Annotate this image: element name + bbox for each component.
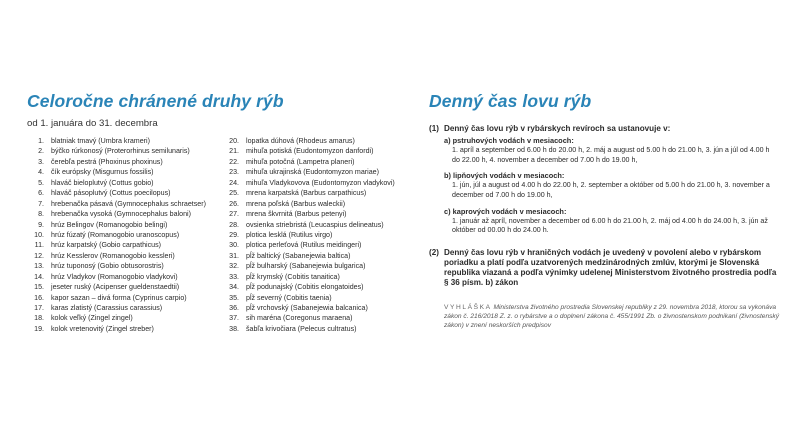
decree-text: Ministerstva životného prostredia Slovenskej republiky z 29. novembra 2018, ktorou sa vykonáva zákon č. 216/2018 Z. z. o rybárstve a o doplnení zákona č. 455/1991 Zb. o živnostenskom podnikaní (živnostenský zákon) v znení neskorších predpisov	[444, 303, 780, 330]
species-row	[27, 293, 212, 303]
rule-2-title	[429, 248, 779, 289]
rule-1-title	[429, 124, 779, 134]
species-name: hrúz tuponosý (Gobio obtusorostris)	[51, 262, 164, 271]
protected-species-section	[27, 90, 395, 366]
species-name: plotica perleťová (Rutilus meidingeri)	[246, 241, 362, 250]
species-row	[27, 303, 212, 313]
species-row	[222, 324, 392, 334]
species-name: hrúz karpatský (Gobio carpathicus)	[51, 241, 161, 250]
species-row	[222, 251, 392, 261]
species-name: hrúz fúzatý (Romanogobio uranoscopus)	[51, 230, 180, 239]
species-row	[222, 293, 392, 303]
species-row	[27, 251, 212, 261]
species-row	[27, 209, 212, 219]
species-name: pĺž bulharský (Sabanejewia bulgarica)	[246, 262, 366, 271]
species-number: 18.	[34, 314, 44, 323]
species-number: 34.	[229, 283, 239, 292]
species-name: mrena poľská (Barbus waleckii)	[246, 199, 346, 208]
species-number: 20.	[229, 137, 239, 145]
fishing-time-title: Denný čas lovu rýb	[429, 91, 592, 111]
species-name: sih maréna (Coregonus maraena)	[246, 314, 353, 323]
species-name: pĺž baltický (Sabanejewia baltica)	[246, 251, 351, 260]
species-row	[27, 313, 212, 323]
species-name: jeseter ruský (Acipenser gueldenstaedtii)	[51, 283, 180, 292]
species-number: 37.	[229, 314, 239, 323]
species-number: 21.	[229, 147, 239, 156]
species-row	[27, 136, 212, 146]
species-name: kapor sazan – divá forma (Cyprinus carpio)	[51, 293, 187, 302]
rule-2-text: Denný čas lovu rýb v hraničných vodách je uvedený v povolení alebo v rybárskom poriadku a platí podľa uzatvorených medzinárodných zmlúv, ktorými je Slovenská republika viazaná a podľa výnimky udelenej Ministerstvom životného prostredia podľa § 36 písm. b) zákon	[444, 247, 777, 288]
rule-1-sub-a	[444, 136, 779, 165]
species-number: 9.	[38, 220, 44, 229]
species-name: čerebľa pestrá (Phoxinus phoxinus)	[51, 157, 163, 166]
species-name: mrena škvrnitá (Barbus petenyi)	[246, 210, 347, 219]
species-row	[222, 272, 392, 282]
species-name: lopatka dúhová (Rhodeus amarus)	[246, 137, 355, 145]
rule-1-sub-c	[444, 207, 779, 236]
species-name: hrebenačka pásavá (Gymnocephalus schraetser)	[51, 199, 206, 208]
species-name: mrena karpatská (Barbus carpathicus)	[246, 189, 367, 198]
species-name: hrúz Belingov (Romanogobio belingi)	[51, 220, 168, 229]
species-row	[27, 324, 212, 334]
species-row	[222, 230, 392, 240]
species-row	[222, 157, 392, 167]
species-row	[222, 240, 392, 250]
species-row	[222, 167, 392, 177]
species-number: 14.	[34, 272, 44, 281]
species-list	[27, 136, 395, 366]
species-number: 10.	[34, 230, 44, 239]
species-row	[222, 146, 392, 156]
species-number: 7.	[38, 199, 44, 208]
species-row	[27, 230, 212, 240]
species-row	[222, 178, 395, 188]
species-number: 3.	[38, 157, 44, 166]
species-column-1	[27, 136, 212, 334]
species-name: mihuľa potiská (Eudontomyzon danfordi)	[246, 147, 374, 156]
species-row	[27, 261, 212, 271]
species-name: hlaváč bieloplutvý (Cottus gobio)	[51, 178, 154, 187]
species-row	[222, 282, 392, 292]
species-number: 36.	[229, 304, 239, 312]
species-number: 13.	[34, 262, 44, 271]
species-row	[222, 303, 392, 313]
species-number: 23.	[229, 168, 239, 177]
species-name: hrúz Kesslerov (Romanogobio kessleri)	[51, 251, 175, 260]
species-row	[222, 209, 392, 219]
decree-label: VYHLÁŠKA	[444, 303, 492, 311]
species-row	[27, 178, 212, 188]
species-number: 24.	[229, 178, 239, 187]
species-name: mihuľa potočná (Lampetra planeri)	[246, 157, 355, 166]
species-name: ovsienka striebristá (Leucaspius delineatus)	[246, 220, 384, 229]
species-number: 4.	[38, 168, 44, 177]
species-name: hrúz Vladykov (Romanogobio vladykovi)	[51, 272, 178, 281]
species-row	[27, 167, 212, 177]
fishing-time-section	[429, 90, 779, 331]
rule-2-tag: (2)	[429, 247, 439, 257]
sub-c-text: 1. január až apríl, november a december od 6.00 h do 21.00 h, 2. máj od 4.00 h do 24.00 h, 3. jún až október od 00.00 h do 24.00 h.	[452, 216, 768, 235]
species-row	[222, 261, 392, 271]
species-number: 31.	[229, 251, 239, 260]
species-number: 26.	[229, 199, 239, 208]
rule-1-text: Denný čas lovu rýb v rybárskych revíroch sa ustanovuje v:	[444, 124, 671, 133]
species-number: 19.	[34, 324, 44, 333]
species-row	[222, 220, 392, 230]
species-name: pĺž krymský (Cobitis tanaitica)	[246, 272, 340, 281]
species-name: pĺž severný (Cobitis taenia)	[246, 293, 332, 302]
species-row	[27, 199, 212, 209]
species-name: mihuľa Vladykovova (Eudontomyzon vladykovi)	[246, 178, 395, 187]
species-row	[27, 188, 212, 198]
species-number: 11.	[34, 241, 44, 250]
species-number: 38.	[229, 324, 239, 333]
species-name: mihuľa ukrajinská (Eudontomyzon mariae)	[246, 168, 379, 177]
species-row	[27, 282, 212, 292]
species-row	[27, 240, 212, 250]
species-column-2	[222, 136, 395, 334]
sub-a-text: 1. apríl a september od 6.00 h do 20.00 h, 2. máj a august od 5.00 h do 21.00 h, 3. jún a júl od 4.00 h do 22.00 h, 4. november a december od 7.00 h do 19.00 h,	[452, 146, 770, 164]
species-name: kolok vretenovitý (Zingel streber)	[51, 324, 154, 333]
sub-b-text: 1. jún, júl a august od 4.00 h do 22.00 h, 2. september a október od 5.00 h do 21.00 h, 3. november a december od 7.00 h do 19.00 h,	[452, 181, 770, 199]
species-number: 15.	[34, 283, 44, 292]
species-name: hrebenačka vysoká (Gymnocephalus baloni)	[51, 210, 191, 219]
species-number: 6.	[38, 189, 44, 198]
sub-a-label: a) pstruhových vodách v mesiacoch:	[444, 136, 574, 146]
species-row	[222, 199, 392, 209]
species-name: hlaváč pásoplutvý (Cottus poecilopus)	[51, 189, 171, 198]
species-number: 32.	[229, 262, 239, 271]
species-name: šabľa krivočiara (Pelecus cultratus)	[246, 324, 357, 333]
rule-2	[429, 248, 779, 289]
species-number: 33.	[229, 272, 239, 281]
species-row	[222, 188, 392, 198]
protected-species-title: Celoročne chránené druhy rýb	[27, 91, 284, 111]
species-row	[222, 313, 392, 323]
rule-1-tag: (1)	[429, 124, 439, 133]
species-name: blatniak tmavý (Umbra krameri)	[51, 137, 150, 145]
species-number: 8.	[38, 210, 44, 219]
species-name: pĺž vrchovský (Sabanejewia balcanica)	[246, 304, 368, 312]
species-name: pĺž podunajský (Cobitis elongatoides)	[246, 283, 364, 292]
species-name: býčko rúrkonosý (Proterorhinus semilunaris)	[51, 147, 190, 156]
species-number: 5.	[38, 178, 44, 187]
species-name: kolok veľký (Zingel zingel)	[51, 314, 133, 323]
species-row	[27, 157, 212, 167]
species-number: 25.	[229, 189, 239, 198]
protected-species-period: od 1. januára do 31. decembra	[27, 118, 158, 129]
species-number: 16.	[34, 293, 44, 302]
species-name: plotica lesklá (Rutilus virgo)	[246, 230, 333, 239]
species-number: 1.	[38, 137, 44, 145]
species-number: 30.	[229, 241, 239, 250]
species-row	[27, 272, 212, 282]
species-row	[222, 136, 392, 146]
decree-note	[429, 303, 779, 331]
species-number: 22.	[229, 157, 239, 166]
species-number: 27.	[229, 210, 239, 219]
species-row	[27, 220, 212, 230]
sub-b-label: b) lipňových vodách v mesiacoch:	[444, 171, 565, 181]
species-number: 12.	[34, 251, 44, 260]
rule-1	[429, 124, 779, 236]
species-number: 17.	[34, 304, 44, 312]
species-row	[27, 146, 212, 156]
rule-1-sub-b	[444, 171, 779, 200]
species-name: karas zlatistý (Carassius carassius)	[51, 304, 163, 312]
species-number: 29.	[229, 230, 239, 239]
species-name: čík európsky (Misgurnus fossilis)	[51, 168, 154, 177]
species-number: 2.	[38, 147, 44, 156]
species-number: 28.	[229, 220, 239, 229]
species-number: 35.	[229, 293, 239, 302]
sub-c-label: c) kaprových vodách v mesiacoch:	[444, 206, 567, 216]
